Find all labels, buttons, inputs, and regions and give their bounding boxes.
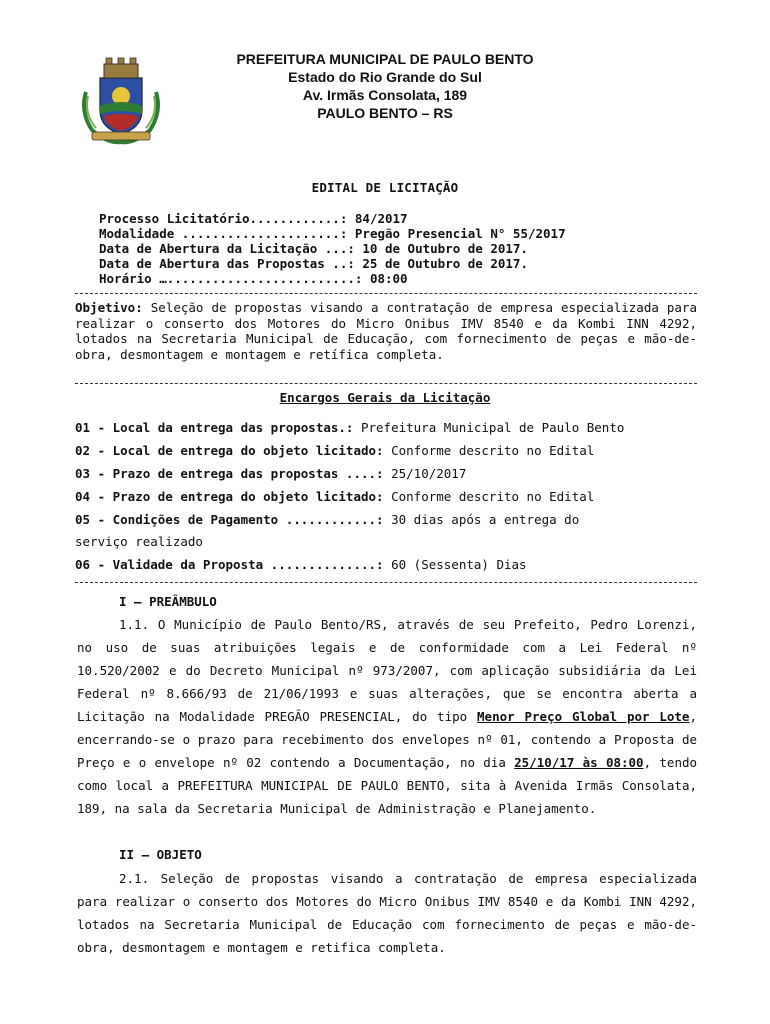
meta-label: Modalidade .....................: [99, 226, 348, 241]
meta-row [99, 271, 566, 286]
meta-value: 84/2017 [354, 211, 408, 226]
document-title: EDITAL DE LICITAÇÃO [311, 180, 459, 195]
letterhead-line-3: Av. Irmãs Consolata, 189 [302, 87, 468, 103]
encargos-item: 04 - Prazo de entrega do objeto licitado: Conforme descrito no Edital [75, 489, 595, 504]
coat-of-arms-icon [78, 52, 164, 146]
divider [75, 582, 697, 591]
meta-label: Processo Licitatório............: [99, 211, 348, 226]
encargos-item: 05 - Condições de Pagamento ............: 30 dias após a entrega do [75, 512, 580, 527]
meta-label: Data de Abertura das Propostas ..: [99, 256, 355, 271]
letterhead-line-2: Estado do Rio Grande do Sul [288, 69, 482, 85]
meta-value: Pregão Presencial N° 55/2017 [354, 226, 566, 241]
section-heading-objeto: II – OBJETO [119, 847, 202, 862]
meta-label: Data de Abertura da Licitação ...: [99, 241, 355, 256]
process-info [99, 211, 566, 286]
letterhead-line-4: PAULO BENTO – RS [317, 105, 453, 121]
meta-value: 25 de Outubro de 2017. [362, 256, 528, 271]
letterhead [205, 50, 565, 122]
meta-row [99, 226, 566, 241]
encargos-item: 01 - Local da entrega das propostas.: Prefeitura Municipal de Paulo Bento [75, 420, 625, 435]
meta-row [99, 211, 566, 226]
encargos-item: 06 - Validade da Proposta ..............: 60 (Sessenta) Dias [75, 557, 527, 572]
encargos-item: 02 - Local de entrega do objeto licitado: Conforme descrito no Edital [75, 443, 595, 458]
meta-row [99, 241, 566, 256]
preambulo-paragraph: 1.1. O Município de Paulo Bento/RS, através de seu Prefeito, Pedro Lorenzi, no uso de suas atribuições legais e de conformidade com a Lei Federal nº 10.520/2002 e do Decreto Municipal nº 973/2007, com aplicação subsidiária da Lei Federal nº 8.666/93 de 21/06/1993 e suas alterações, que se encontra aberta a Licitação na Modalidade PREGÃO PRESENCIAL, do tipo Menor Preço Global por Lote, encerrando-se o prazo para recebimento dos envelopes nº 01, contendo a Proposta de Preço e o envelope nº 02 contendo a Documentação, no dia 25/10/17 às 08:00, tendo como local a PREFEITURA MUNICIPAL DE PAULO BENTO, sita à Avenida Irmãs Consolata, 189, na sala da Secretaria Municipal de Administração e Planejamento. [77, 617, 698, 816]
meta-row [99, 256, 566, 271]
bold-underlined-text: Menor Preço Global por Lote [477, 709, 690, 724]
objective-paragraph: Objetivo: Seleção de propostas visando a contratação de empresa especializada para realizar o conserto dos Motores do Micro Onibus IMV 8540 e da Kombi INN 4292, lotados na Secretaria Municipal de Educação, com fornecimento de peças e mão-de-obra, desmontagem e montagem e retífica completa. [75, 300, 697, 362]
bold-underlined-date: 25/10/17 às 08:00 [514, 755, 644, 770]
meta-value: 08:00 [369, 271, 408, 286]
meta-label: Horário ….........................: [99, 271, 363, 286]
section-heading-preambulo: I – PREÂMBULO [119, 594, 217, 609]
encargos-title: Encargos Gerais da Licitação [279, 390, 491, 405]
meta-value: 10 de Outubro de 2017. [362, 241, 528, 256]
objective-label: Objetivo [75, 300, 136, 315]
letterhead-line-1: PREFEITURA MUNICIPAL DE PAULO BENTO [236, 51, 534, 67]
objeto-paragraph: 2.1. Seleção de propostas visando a contratação de empresa especializada para realizar o conserto dos Motores do Micro Onibus IMV 8540 e da Kombi INN 4292, lotados na Secretaria Municipal de Educação com fornecimento de peças e mão-de-obra, desmontagem e montagem e retifica completa. [77, 871, 697, 955]
encargos-item-continuation: serviço realizado [75, 534, 203, 549]
objective-text: Seleção de propostas visando a contratação de empresa especializada para realizar o conserto dos Motores do Micro Onibus IMV 8540 e da Kombi INN 4292, lotados na Secretaria Municipal de Educação, com fornecimento de peças e mão-de-obra, desmontagem e montagem e retífica completa. [75, 300, 697, 362]
encargos-item: 03 - Prazo de entrega das propostas ....: 25/10/2017 [75, 466, 467, 481]
